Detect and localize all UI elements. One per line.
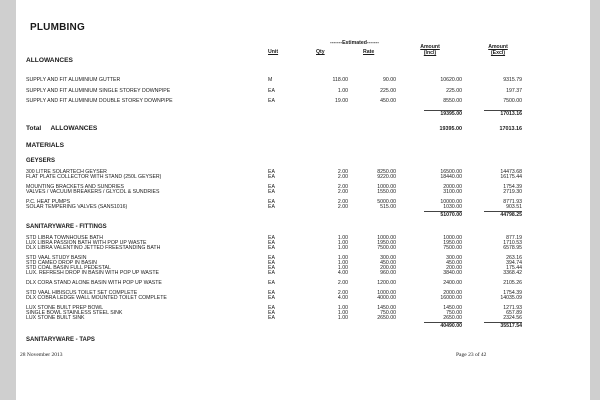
section-heading-materials: MATERIALS — [26, 142, 64, 149]
qty-column-header: Qty — [316, 49, 325, 55]
table-row: SUPPLY AND FIT ALUMINIUM DOUBLE STOREY DOWNPIPE EA 19.00 450.00 8550.00 7500.00 — [26, 98, 522, 104]
subtotal-row: 40490.00 35517.54 — [440, 323, 522, 329]
table-row: LUX. REFRESH DROP IN BASIN WITH POP UP WASTE EA 4.00 960.00 3840.00 3368.42 — [26, 270, 522, 276]
table-row: DLX CORA STAND ALONE BASIN WITH POP UP WASTE EA 2.00 1200.00 2400.00 2105.26 — [26, 280, 522, 286]
table-row: SUPPLY AND FIT ALUMINIUM SINGLE STOREY DOWNPIPE EA 1.00 225.00 225.00 197.37 — [26, 88, 522, 94]
table-row: STD VAAL STUDY BASIN EA 1.00 300.00 300.00 263.16 — [26, 255, 522, 261]
left-margin-bar — [0, 0, 16, 400]
footer-date: 28 November 2013 — [20, 352, 63, 358]
table-row: P.C. HEAT PUMPS EA 2.00 5000.00 10000.00 8771.93 — [26, 199, 522, 205]
table-row: VALVES / VACUUM BREAKERS / GLYCOL & SUNDRIES EA 2.00 1550.00 3100.00 2719.30 — [26, 189, 522, 195]
table-row: SOLAR TEMPERING VALVES (SANS1016) EA 2.00 515.00 1030.00 903.51 — [26, 204, 522, 210]
footer-page-number: Page 23 of 42 — [456, 352, 487, 358]
unit-column-header: Unit — [268, 49, 279, 55]
table-row: MOUNTING BRACKETS AND SUNDRIES EA 2.00 1000.00 2000.00 1754.39 — [26, 184, 522, 190]
page-title: PLUMBING — [30, 22, 85, 33]
right-margin-bar — [590, 0, 600, 400]
subsection-heading-geysers: GEYSERS — [26, 158, 56, 164]
table-row: SUPPLY AND FIT ALUMINIUM GUTTER M 118.00 90.00 10620.00 9315.79 — [26, 77, 522, 83]
amount-incl-column-header: Amount (Incl) — [420, 44, 440, 56]
section-heading-allowances: ALLOWANCES — [26, 57, 73, 64]
subsection-heading-sanitaryware-taps: SANITARYWARE - TAPS — [26, 337, 95, 343]
table-row: LUX STONE BUILT PREP BOWL EA 1.00 1450.00 1450.00 1271.93 — [26, 305, 522, 311]
estimated-header: -------Estimated------- — [330, 40, 379, 46]
table-row: STD CAMEO DROP IN BASIN EA 1.00 450.00 450.00 394.74 — [26, 260, 522, 266]
table-row: DLX LIBRA VALENTINO JETTED FREESTANDING BATH EA 1.00 7500.00 7500.00 6578.95 — [26, 245, 522, 251]
document-page — [16, 0, 590, 400]
table-row: LUX STONE BUILT SINK EA 1.00 2650.00 2650.00 2324.56 — [26, 315, 522, 321]
table-row: DLX COBRA LEDGE WALL MOUNTED TOILET COMPLETE EA 4.00 4000.00 16000.00 14035.09 — [26, 295, 522, 301]
subsection-heading-sanitaryware-fittings: SANITARYWARE - FITTINGS — [26, 224, 107, 230]
subtotal-row: 19395.00 17013.16 — [440, 111, 522, 117]
subtotal-row: 51070.00 44798.25 — [440, 212, 522, 218]
estimate-table — [26, 58, 586, 346]
table-row: 300 LITRE SOLARTECH GEYSER EA 2.00 8250.00 16500.00 14473.68 — [26, 169, 522, 175]
rate-column-header: Rate — [363, 49, 375, 55]
table-row: LUX LIBRA PASSION BATH WITH POP UP WASTE EA 1.00 1950.00 1950.00 1710.53 — [26, 240, 522, 246]
table-row: SINGLE BOWL STAINLESS STEEL SINK EA 1.00 750.00 750.00 657.89 — [26, 310, 522, 316]
amount-excl-column-header: Amount (Excl) — [488, 44, 508, 56]
table-row: STD VAAL HIBISCUS TOILET SET COMPLETE EA 2.00 1000.00 2000.00 1754.39 — [26, 290, 522, 296]
table-row: STD LIBRA TOWNHOUSE BATH EA 1.00 1000.00 1000.00 877.19 — [26, 235, 522, 241]
table-row: FLAT PLATE COLLECTOR WITH STAND (250L GEYSER) EA 2.00 9220.00 18440.00 16175.44 — [26, 174, 522, 180]
table-row: STD COAL BASIN FULL PEDESTAL EA 1.00 200.00 200.00 175.44 — [26, 265, 522, 271]
total-row-allowances: Total ALLOWANCES 19395.00 17013.16 — [26, 125, 522, 132]
